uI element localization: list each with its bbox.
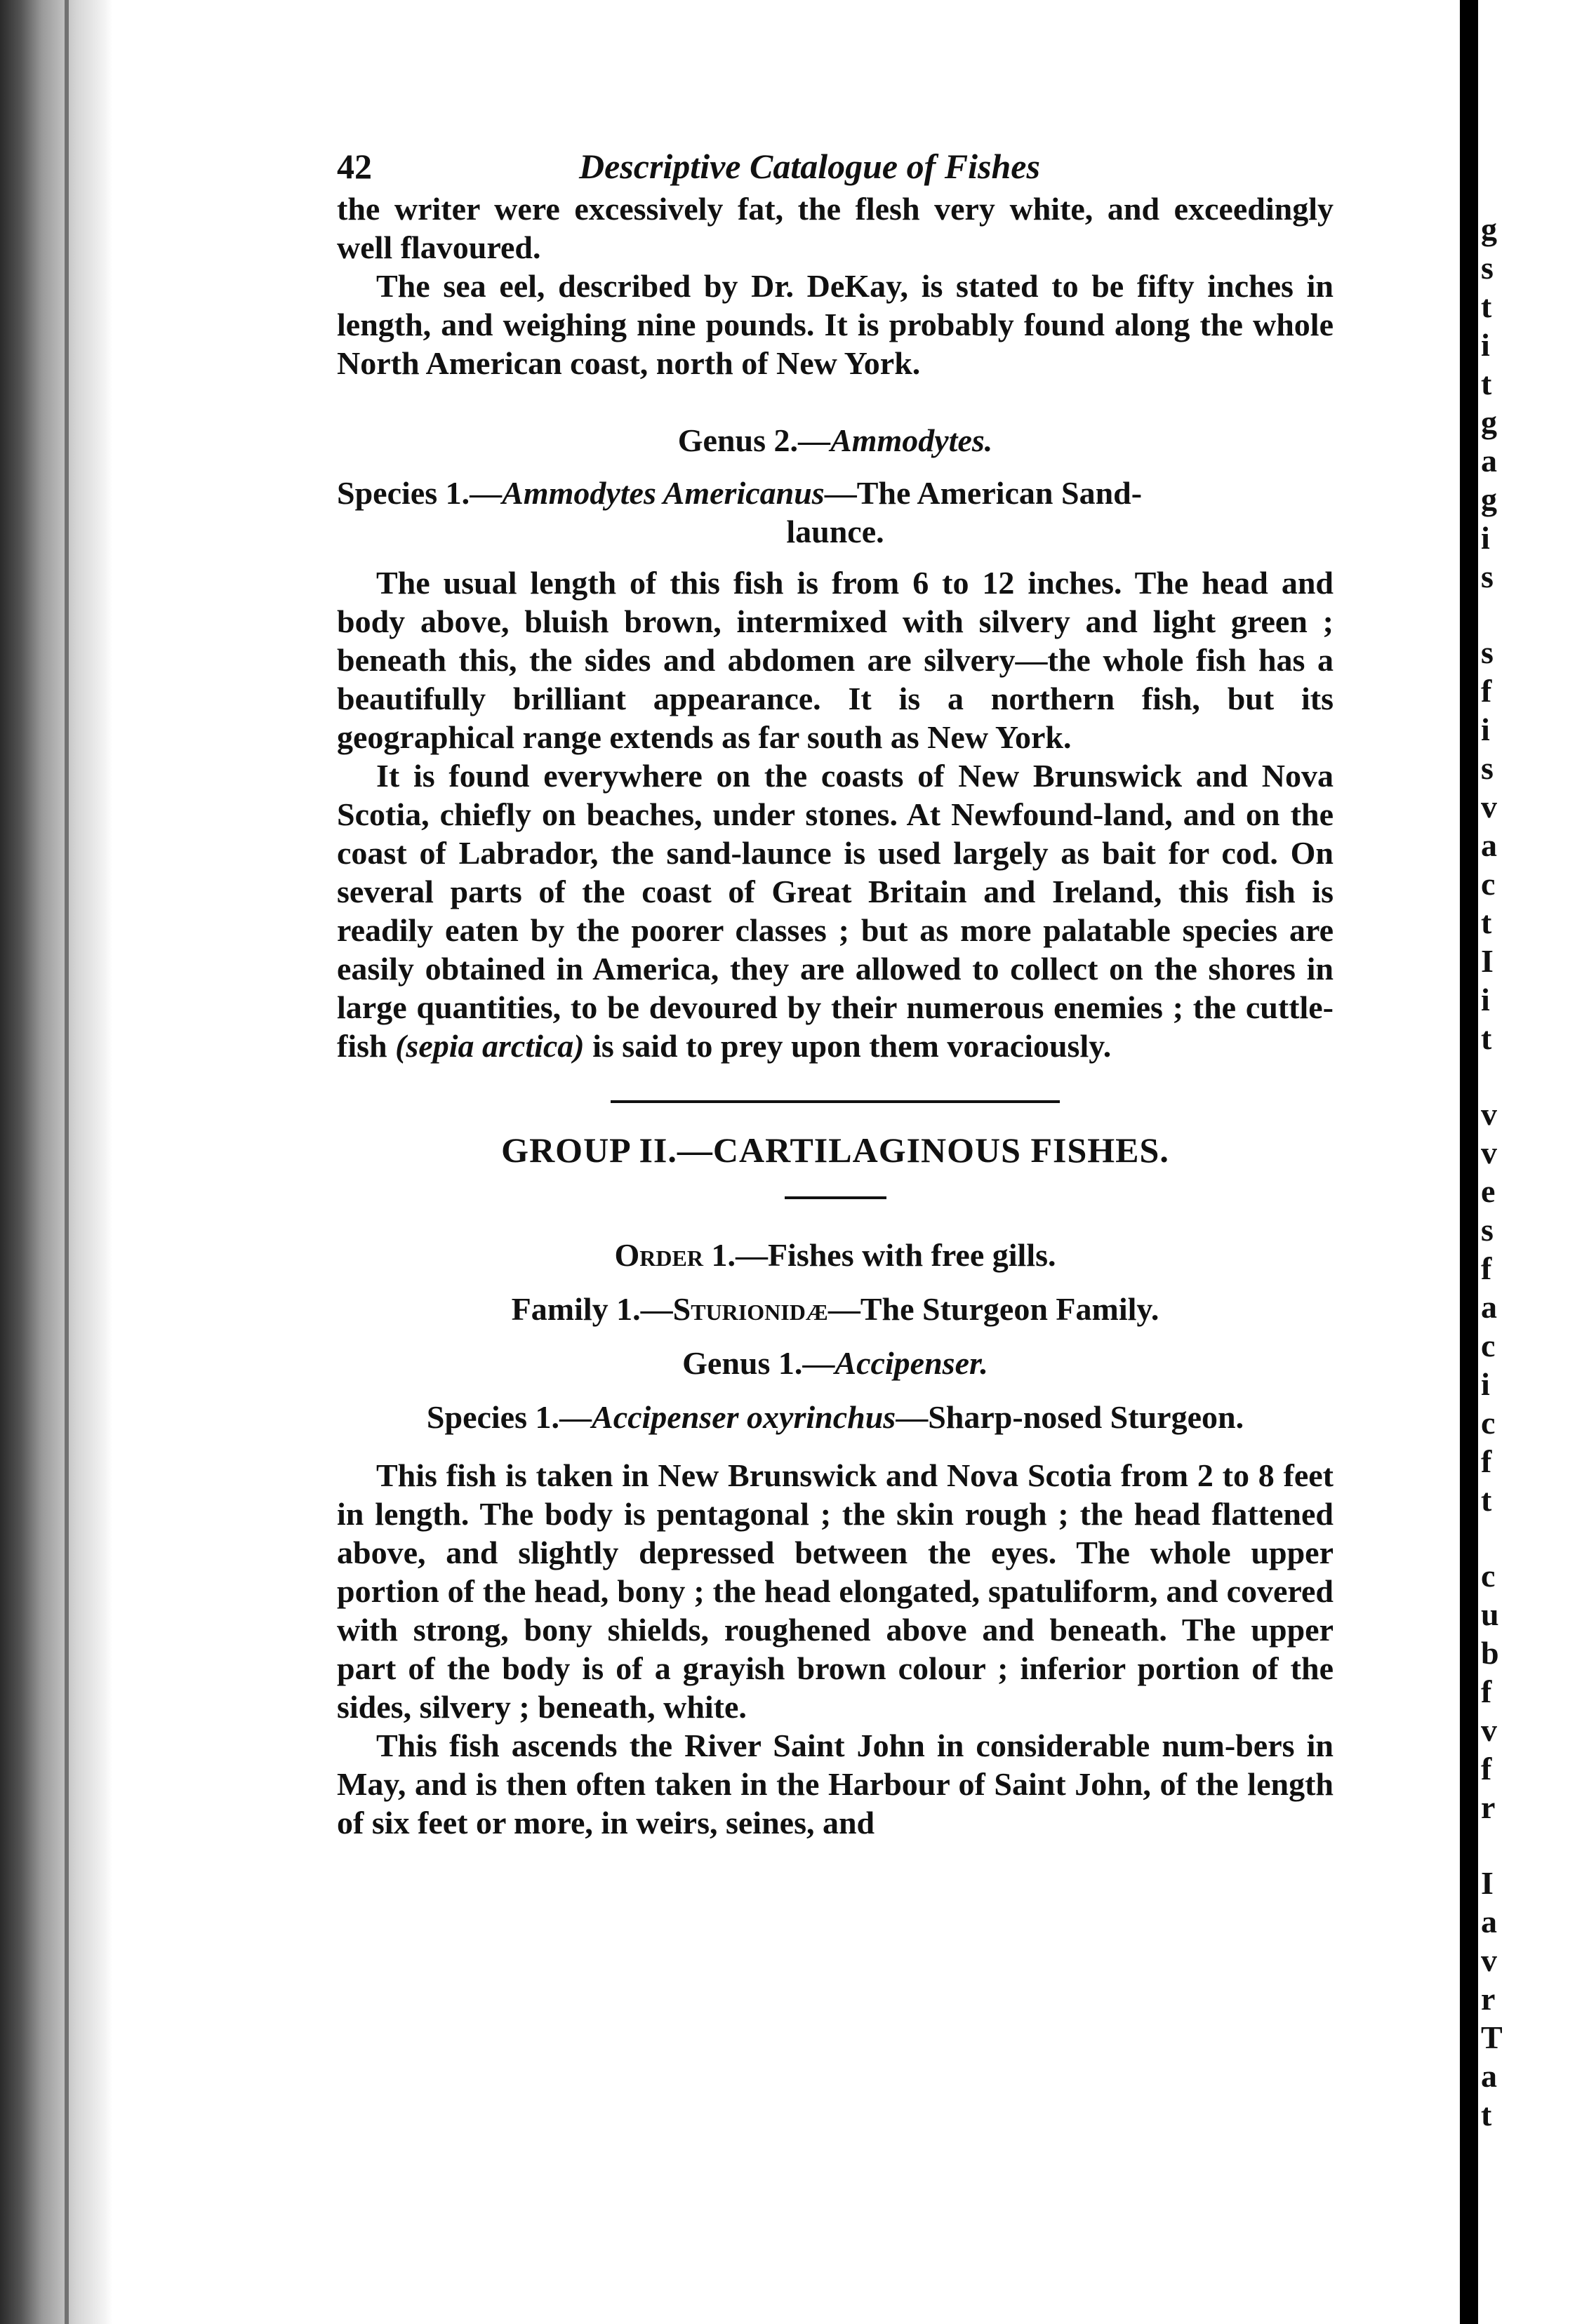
facing-page-letter: v xyxy=(1481,1135,1497,1170)
binding-line xyxy=(65,0,69,2324)
facing-page-letter: v xyxy=(1481,1712,1497,1748)
species-common-name-cont: launce. xyxy=(786,514,884,549)
facing-page-letter: s xyxy=(1481,250,1494,286)
facing-page-letter: a xyxy=(1481,2058,1497,2094)
facing-page-letter: f xyxy=(1481,1674,1492,1709)
facing-page-letter: e xyxy=(1481,1173,1496,1209)
book-spine-edge xyxy=(0,0,112,2324)
genus-name: Ammodytes. xyxy=(830,422,993,458)
family-common-name: —The Sturgeon Family. xyxy=(827,1291,1159,1327)
species-heading xyxy=(337,474,1334,551)
species-prefix: Species 1.— xyxy=(337,475,503,511)
species-prefix: Species 1.— xyxy=(426,1399,592,1435)
facing-page-letter: g xyxy=(1481,481,1497,517)
scientific-name: (sepia arctica) xyxy=(395,1028,585,1064)
facing-page-letter: c xyxy=(1481,1405,1496,1441)
order-heading xyxy=(337,1236,1334,1274)
page-number: 42 xyxy=(337,147,372,186)
paragraph: The sea eel, described by Dr. DeKay, is stated to be fifty inches in length, and weighing nine pounds. It is probably found along the whole North American coast, north of New York. xyxy=(337,268,1334,381)
facing-page-letter: a xyxy=(1481,1904,1497,1939)
page-gutter xyxy=(1460,0,1478,2324)
facing-page-letter: t xyxy=(1481,904,1492,940)
facing-page-letter: s xyxy=(1481,559,1494,594)
facing-page-letter: s xyxy=(1481,750,1494,786)
paragraph: The usual length of this fish is from 6 to 12 inches. The head and body above, bluish brown, intermixed with silvery and light green ; beneath this, the sides and abdomen are silvery—the whole fish has a beautifully brilliant appearance. It is a northern fish, but its geographical range extends as far south as New York. xyxy=(337,565,1334,755)
facing-page-letter: r xyxy=(1481,1789,1496,1825)
facing-page-letter: r xyxy=(1481,1981,1496,2017)
facing-page-letter: u xyxy=(1481,1596,1499,1632)
facing-page-letter: s xyxy=(1481,1212,1494,1248)
facing-page-letter: v xyxy=(1481,1942,1497,1978)
facing-page-letter: t xyxy=(1481,366,1492,401)
facing-page-letter: f xyxy=(1481,673,1492,709)
facing-page-letter: f xyxy=(1481,1751,1492,1787)
facing-page-letter: c xyxy=(1481,1328,1496,1363)
facing-page-letter: b xyxy=(1481,1635,1499,1671)
facing-page-letter: i xyxy=(1481,712,1490,747)
family-prefix: Family 1.— xyxy=(511,1291,673,1327)
order-prefix: Order xyxy=(614,1237,703,1273)
group-heading: GROUP II.—CARTILAGINOUS FISHES. xyxy=(501,1130,1169,1170)
facing-page-letter: t xyxy=(1481,1482,1492,1518)
running-header xyxy=(337,147,1334,189)
species-name: Accipenser oxyrinchus xyxy=(592,1399,896,1435)
facing-page-letter: t xyxy=(1481,1020,1492,1056)
species-common-name: —The American Sand- xyxy=(824,475,1143,511)
facing-page-letter: I xyxy=(1481,1865,1494,1901)
section-divider xyxy=(611,1100,1060,1103)
facing-page-letter: f xyxy=(1481,1250,1492,1286)
genus-prefix: Genus 2.— xyxy=(677,422,830,458)
paragraph: the writer were excessively fat, the flesh very white, and exceedingly well flavoured. xyxy=(337,191,1334,265)
facing-page-letter: f xyxy=(1481,1443,1492,1479)
facing-page-letter: t xyxy=(1481,2097,1492,2132)
facing-page-letter: a xyxy=(1481,1289,1497,1325)
paragraph-text: It is found everywhere on the coasts of New Brunswick and Nova Scotia, chiefly on beaches, under stones. At Newfound-land, and on the coast of Labrador, the sand-launce is used largely as bait for cod. On several parts of the coast of Great Britain and Ireland, this fish is readily eaten by the poorer classes ; but as more palatable species are easily obtained in America, they are allowed to collect on the shores in large quantities, to be devoured by their numerous enemies ; the cuttle-fish xyxy=(337,758,1334,1064)
facing-page-letter: i xyxy=(1481,520,1490,556)
facing-page-letter: i xyxy=(1481,982,1490,1017)
genus-prefix: Genus 1.— xyxy=(682,1345,835,1381)
family-name: Sturionidæ xyxy=(672,1291,828,1327)
species-common-name: —Sharp-nosed Sturgeon. xyxy=(896,1399,1244,1435)
paragraph xyxy=(337,756,1334,1065)
family-heading xyxy=(337,1290,1334,1328)
facing-page-letter: c xyxy=(1481,1558,1496,1594)
running-title: Descriptive Catalogue of Fishes xyxy=(579,147,1040,186)
paragraph-text: is said to prey upon them voraciously. xyxy=(584,1028,1112,1064)
genus-heading xyxy=(337,421,1334,460)
facing-page-letter: a xyxy=(1481,827,1497,863)
species-name: Ammodytes Americanus xyxy=(502,475,825,511)
genus-name: Accipenser. xyxy=(835,1345,988,1381)
genus-heading xyxy=(337,1344,1334,1382)
facing-page-letter: v xyxy=(1481,789,1497,824)
order-text: 1.—Fishes with free gills. xyxy=(703,1237,1056,1273)
paragraph: This fish ascends the River Saint John in considerable num-bers in May, and is then often taken in the Harbour of Saint John, of the length of six feet or more, in weirs, seines, and xyxy=(337,1728,1334,1841)
facing-page-letter: a xyxy=(1481,443,1497,479)
facing-page-letter: I xyxy=(1481,943,1494,979)
paragraph: This fish is taken in New Brunswick and Nova Scotia from 2 to 8 feet in length. The body is pentagonal ; the skin rough ; the head flattened above, and slightly depressed between the eyes. The whole upper portion of the head, bony ; the head elongated, spatuliform, and covered with strong, bony shields, roughened above and beneath. The upper part of the body is of a grayish brown colour ; inferior portion of the sides, silvery ; beneath, white. xyxy=(337,1457,1334,1725)
facing-page-letter: g xyxy=(1481,404,1497,440)
facing-page-letter: i xyxy=(1481,327,1490,363)
short-divider xyxy=(785,1196,886,1199)
facing-page-letter: s xyxy=(1481,634,1494,670)
facing-page-letter: v xyxy=(1481,1096,1497,1132)
facing-page-letter: i xyxy=(1481,1366,1490,1402)
facing-page-letter: g xyxy=(1481,211,1497,247)
species-heading xyxy=(337,1398,1334,1436)
facing-page-letter: c xyxy=(1481,866,1496,902)
facing-page-letter: t xyxy=(1481,288,1492,324)
facing-page-edge xyxy=(1478,0,1589,2324)
book-page xyxy=(337,147,1334,1842)
facing-page-letter: T xyxy=(1481,2019,1503,2055)
